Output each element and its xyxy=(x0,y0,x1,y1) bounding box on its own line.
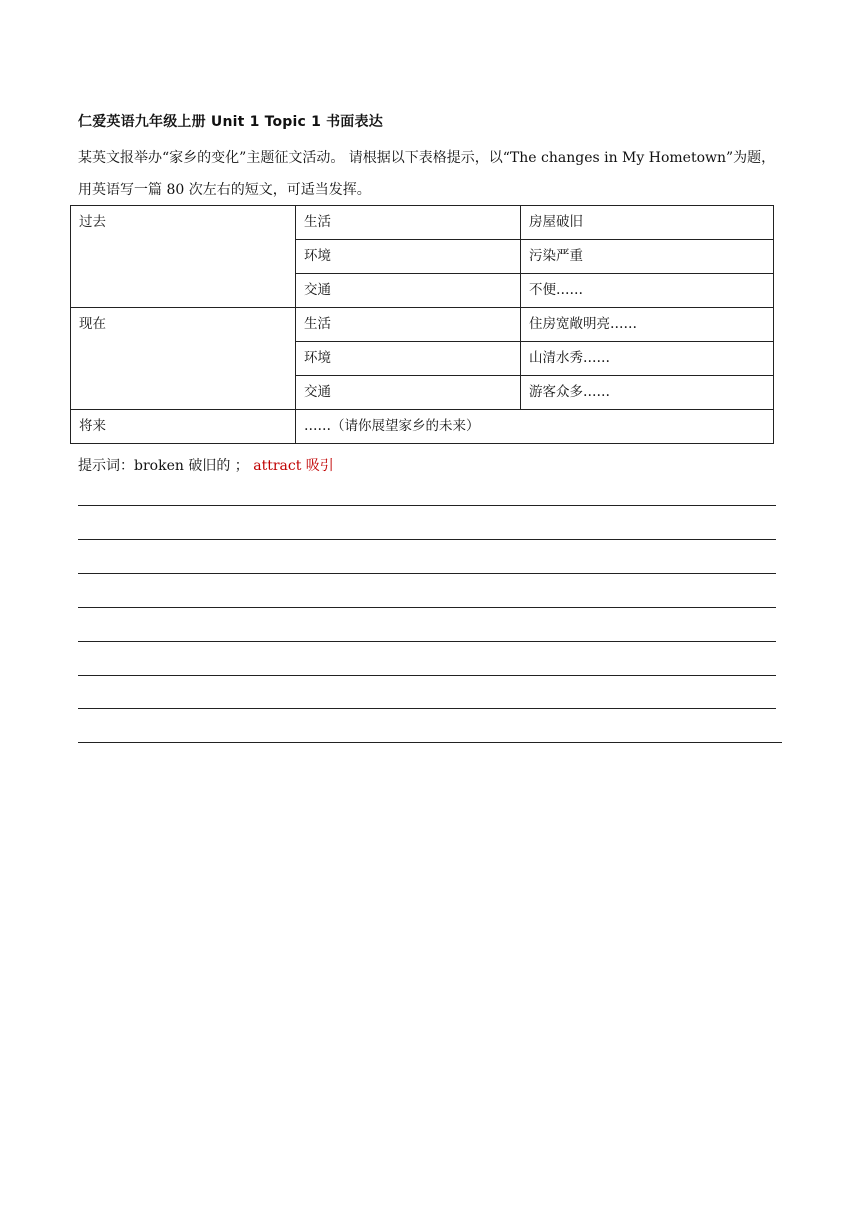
aspect-cell: 交通 xyxy=(296,376,521,410)
table-row xyxy=(71,410,774,444)
answer-line[interactable] xyxy=(78,708,776,709)
writing-prompt: 某英文报举办“家乡的变化”主题征文活动。 请根据以下表格提示，以“The changes in My Hometown”为题，用英语写一篇 80 次左右的短文，可适当发挥。 xyxy=(78,150,776,198)
hint-word-attract: attract 吸引 xyxy=(253,458,334,474)
future-detail-cell: ……（请你展望家乡的未来） xyxy=(296,410,774,444)
table-row xyxy=(71,206,774,240)
answer-line[interactable] xyxy=(78,641,776,642)
answer-line[interactable] xyxy=(78,607,776,608)
detail-cell: 房屋破旧 xyxy=(521,206,774,240)
answer-line[interactable] xyxy=(78,742,782,743)
hint-words-prefix: 提示词：broken 破旧的 ； xyxy=(78,458,249,474)
aspect-cell: 交通 xyxy=(296,274,521,308)
hint-words xyxy=(78,455,334,475)
period-present: 现在 xyxy=(71,308,296,410)
answer-line[interactable] xyxy=(78,505,776,506)
detail-cell: 不便…… xyxy=(521,274,774,308)
period-future: 将来 xyxy=(71,410,296,444)
aspect-cell: 环境 xyxy=(296,342,521,376)
detail-cell: 游客众多…… xyxy=(521,376,774,410)
aspect-cell: 生活 xyxy=(296,206,521,240)
detail-cell: 住房宽敞明亮…… xyxy=(521,308,774,342)
answer-line[interactable] xyxy=(78,573,776,574)
worksheet-title: 仁爱英语九年级上册 Unit 1 Topic 1 书面表达 xyxy=(78,114,383,130)
table-row xyxy=(71,308,774,342)
answer-line[interactable] xyxy=(78,539,776,540)
period-past: 过去 xyxy=(71,206,296,308)
hint-table xyxy=(70,205,774,444)
answer-line[interactable] xyxy=(78,675,776,676)
detail-cell: 污染严重 xyxy=(521,240,774,274)
aspect-cell: 生活 xyxy=(296,308,521,342)
detail-cell: 山清水秀…… xyxy=(521,342,774,376)
aspect-cell: 环境 xyxy=(296,240,521,274)
